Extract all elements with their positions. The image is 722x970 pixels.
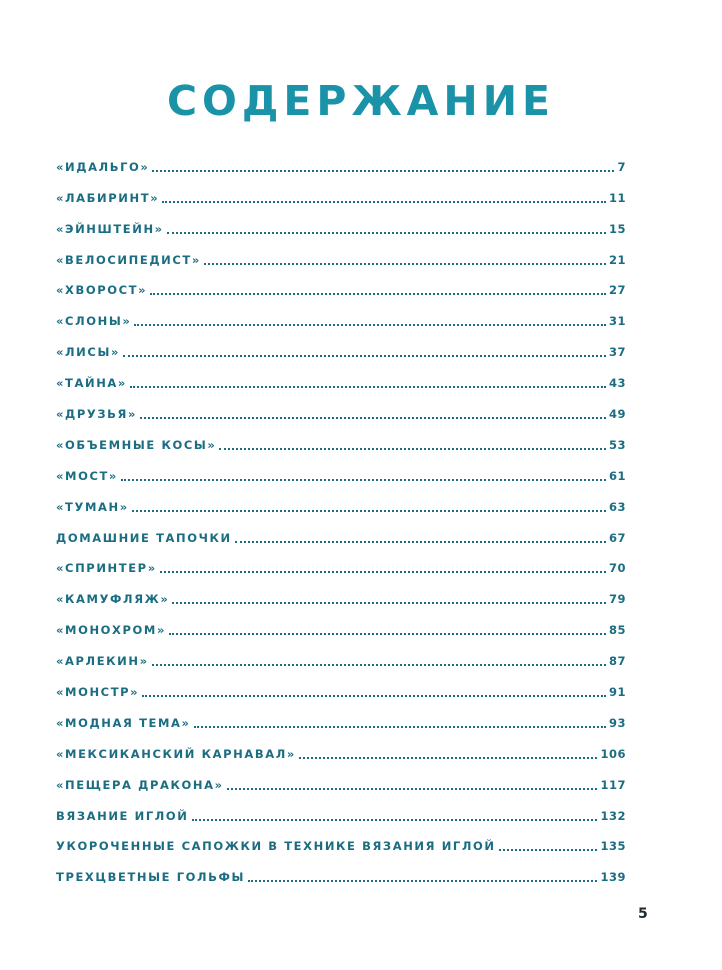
toc-entry[interactable] (56, 702, 626, 733)
toc-entry-page: 93 (608, 715, 626, 730)
dot-leader (172, 602, 606, 604)
toc-entry[interactable] (56, 517, 626, 548)
dot-leader (219, 448, 606, 450)
toc-entry-title: «ХВОРОСТ» (56, 283, 148, 298)
dot-leader (160, 571, 606, 573)
toc-entry[interactable] (56, 640, 626, 671)
toc-entry[interactable] (56, 764, 626, 795)
dot-leader (248, 880, 597, 882)
dot-leader (142, 695, 606, 697)
toc-entry[interactable] (56, 208, 626, 239)
toc-entry-page: 117 (600, 777, 626, 792)
toc-entry-page: 91 (608, 685, 626, 700)
toc-entry-page: 85 (608, 623, 626, 638)
dot-leader (130, 386, 606, 388)
toc-entry-title: «МЕКСИКАНСКИЙ КАРНАВАЛ» (56, 746, 296, 761)
toc-entry[interactable] (56, 578, 626, 609)
toc-entry-title: «СЛОНЫ» (56, 314, 132, 329)
toc-entry-title: «ТУМАН» (56, 499, 129, 514)
toc-entry-title: «ЛАБИРИНТ» (56, 190, 160, 205)
toc-entry-title: «АРЛЕКИН» (56, 654, 149, 669)
toc-entry-title: «ОБЪЕМНЫЕ КОСЫ» (56, 437, 217, 452)
dot-leader (299, 757, 598, 759)
dot-leader (167, 232, 606, 234)
toc-entry[interactable] (56, 424, 626, 455)
toc-entry[interactable] (56, 239, 626, 270)
toc-entry-title: «ВЕЛОСИПЕДИСТ» (56, 252, 201, 267)
toc-entry-title: «ИДАЛЬГО» (56, 159, 150, 174)
toc-entry-page: 106 (600, 746, 626, 761)
dot-leader (192, 819, 598, 821)
toc-entry-page: 31 (608, 314, 626, 329)
dot-leader (499, 849, 598, 851)
toc-entry[interactable] (56, 548, 626, 579)
toc-entry-page: 139 (600, 870, 626, 885)
toc-entry[interactable] (56, 362, 626, 393)
toc-entry[interactable] (56, 609, 626, 640)
dot-leader (227, 788, 598, 790)
toc-entry[interactable] (56, 270, 626, 301)
toc-entry-page: 37 (608, 345, 626, 360)
toc-entry-page: 15 (608, 221, 626, 236)
dot-leader (140, 417, 606, 419)
toc-entry[interactable] (56, 146, 626, 177)
dot-leader (123, 355, 606, 357)
toc-entry-page: 21 (608, 252, 626, 267)
toc-entry-page: 11 (608, 190, 626, 205)
toc-entry[interactable] (56, 331, 626, 362)
toc-entry-title: «ЛИСЫ» (56, 345, 120, 360)
toc-entry-title: «ПЕЩЕРА ДРАКОНА» (56, 777, 224, 792)
toc-entry-page: 135 (600, 839, 626, 854)
toc-entry[interactable] (56, 733, 626, 764)
dot-leader (132, 510, 606, 512)
toc-entry-page: 27 (608, 283, 626, 298)
toc-entry-page: 67 (608, 530, 626, 545)
dot-leader (152, 170, 614, 172)
table-of-contents (56, 146, 626, 887)
toc-entry-page: 61 (608, 468, 626, 483)
toc-entry-title: ДОМАШНИЕ ТАПОЧКИ (56, 530, 232, 545)
toc-entry[interactable] (56, 177, 626, 208)
toc-entry[interactable] (56, 300, 626, 331)
toc-entry-page: 63 (608, 499, 626, 514)
toc-entry[interactable] (56, 393, 626, 424)
toc-entry-page: 49 (608, 407, 626, 422)
toc-entry-title: «КАМУФЛЯЖ» (56, 592, 170, 607)
toc-entry-title: «МОДНАЯ ТЕМА» (56, 715, 191, 730)
toc-entry-title: «ДРУЗЬЯ» (56, 407, 137, 422)
toc-entry-title: «ЭЙНШТЕЙН» (56, 221, 164, 236)
dot-leader (134, 324, 606, 326)
toc-entry-page: 79 (608, 592, 626, 607)
toc-entry[interactable] (56, 795, 626, 826)
dot-leader (121, 479, 606, 481)
toc-entry[interactable] (56, 671, 626, 702)
dot-leader (194, 726, 606, 728)
toc-entry-title: «МОСТ» (56, 468, 118, 483)
page-title: СОДЕРЖАНИЕ (166, 77, 556, 125)
toc-entry-title: «ТАЙНА» (56, 376, 127, 391)
toc-entry-page: 7 (617, 159, 626, 174)
toc-entry[interactable] (56, 455, 626, 486)
toc-entry-title: ВЯЗАНИЕ ИГЛОЙ (56, 808, 189, 823)
toc-entry-page: 87 (608, 654, 626, 669)
toc-entry-page: 70 (608, 561, 626, 576)
toc-entry[interactable] (56, 826, 626, 857)
dot-leader (150, 293, 606, 295)
dot-leader (169, 633, 606, 635)
toc-entry[interactable] (56, 486, 626, 517)
toc-entry-title: УКОРОЧЕННЫЕ САПОЖКИ В ТЕХНИКЕ ВЯЗАНИЯ ИГЛОЙ (56, 839, 496, 854)
toc-entry-page: 53 (608, 437, 626, 452)
dot-leader (235, 541, 606, 543)
toc-entry-title: «СПРИНТЕР» (56, 561, 157, 576)
dot-leader (162, 201, 606, 203)
toc-entry-page: 43 (608, 376, 626, 391)
toc-entry-title: «МОНОХРОМ» (56, 623, 166, 638)
toc-entry[interactable] (56, 856, 626, 887)
dot-leader (152, 664, 606, 666)
toc-entry-title: «МОНСТР» (56, 685, 140, 700)
toc-entry-title: ТРЕХЦВЕТНЫЕ ГОЛЬФЫ (56, 870, 246, 885)
toc-entry-page: 132 (600, 808, 626, 823)
dot-leader (204, 263, 606, 265)
page-number: 5 (638, 906, 648, 922)
